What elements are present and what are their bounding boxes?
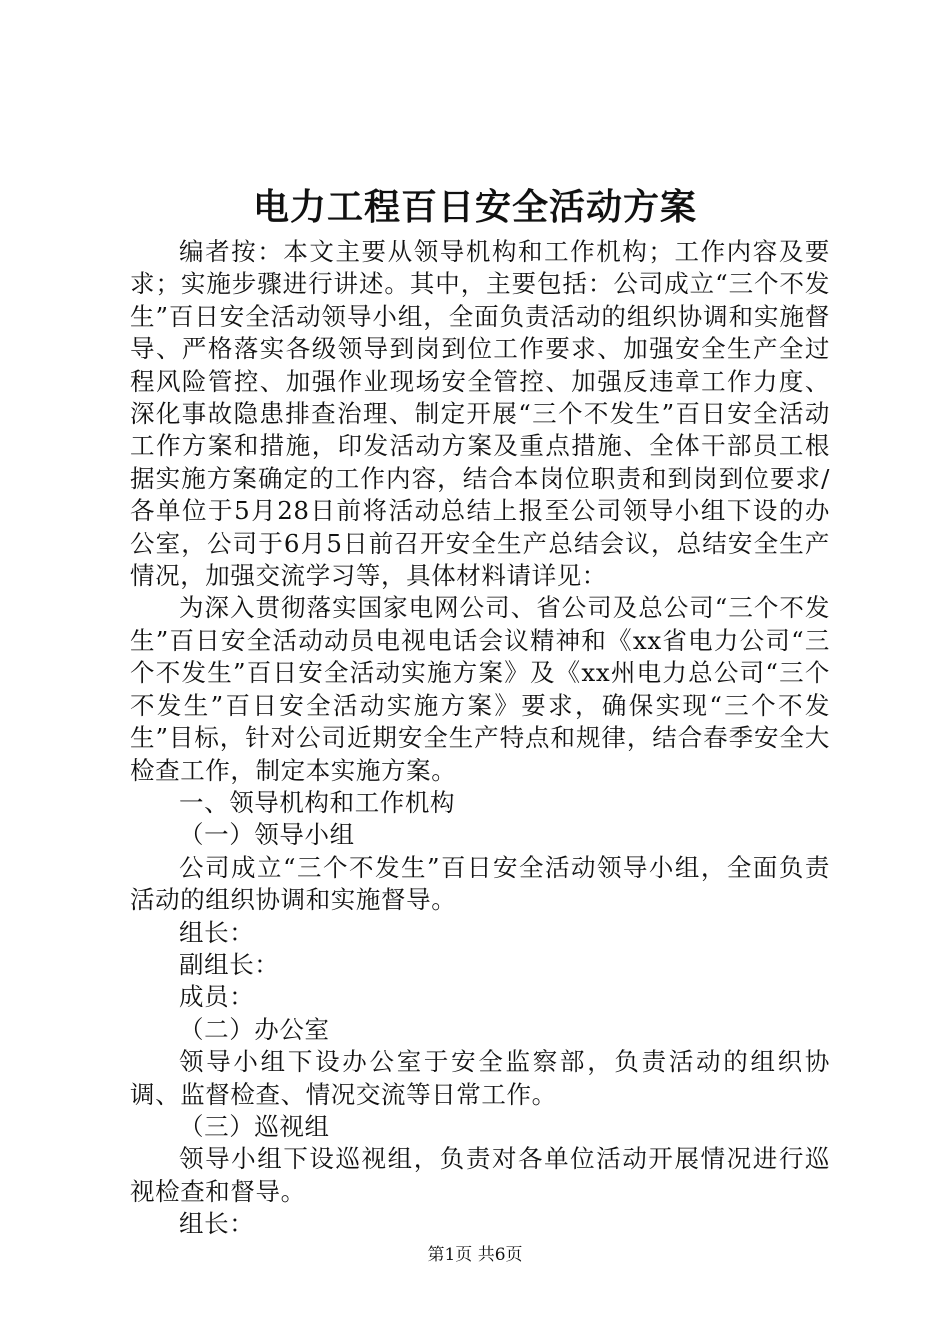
role-line: 副组长： bbox=[179, 949, 280, 979]
document-body bbox=[130, 236, 830, 1241]
subsection-heading: （二）办公室 bbox=[179, 1014, 330, 1044]
body-paragraph: 公司成立“三个不发生”百日安全活动领导小组，全面负责活动的组织协调和实施督导。 bbox=[130, 852, 830, 915]
role-line: 组长： bbox=[179, 1209, 255, 1239]
page-number-footer: 第1页 共6页 bbox=[427, 1245, 523, 1265]
body-paragraph: 领导小组下设办公室于安全监察部，负责活动的组织协调、监督检查、情况交流等日常工作。 bbox=[130, 1047, 830, 1109]
section-heading: 一、领导机构和工作机构 bbox=[179, 787, 456, 817]
role-line: 成员： bbox=[179, 982, 255, 1012]
role-line: 组长： bbox=[179, 917, 255, 947]
subsection-heading: （一）领导小组 bbox=[179, 820, 355, 850]
body-paragraph: 领导小组下设巡视组，负责对各单位活动开展情况进行巡视检查和督导。 bbox=[130, 1144, 830, 1206]
editor-note-paragraph: 编者按：本文主要从领导机构和工作机构；工作内容及要求；实施步骤进行讲述。其中，主要包括：公司成立“三个不发生”百日安全活动领导小组，全面负责活动的组织协调和实施督导、严格落实各级领导到岗到位工作要求、加强安全生产全过程风险管控、加强作业现场安全管控、加强反违章工作力度、深化事故隐患排查治理、制定开展“三个不发生”百日安全活动工作方案和措施，印发活动方案及重点措施、全体干部员工根据实施方案确定的工作内容，结合本岗位职责和到岗到位要求/各单位于5月28日前将活动总结上报至公司领导小组下设的办公室，公司于6月5日前召开安全生产总结会议，总结安全生产情况，加强交流学习等，具体材料请详见： bbox=[130, 237, 830, 591]
intro-paragraph: 为深入贯彻落实国家电网公司、省公司及总公司“三个不发生”百日安全活动动员电视电话会议精神和《xx省电力公司“三个不发生”百日安全活动实施方案》及《xx州电力总公司“三个不发生”百日安全活动实施方案》要求，确保实现“三个不发生”目标，针对公司近期安全生产特点和规律，结合春季安全大检查工作，制定本实施方案。 bbox=[130, 593, 830, 785]
document-title: 电力工程百日安全活动方案 bbox=[252, 186, 697, 228]
subsection-heading: （三）巡视组 bbox=[179, 1111, 330, 1141]
